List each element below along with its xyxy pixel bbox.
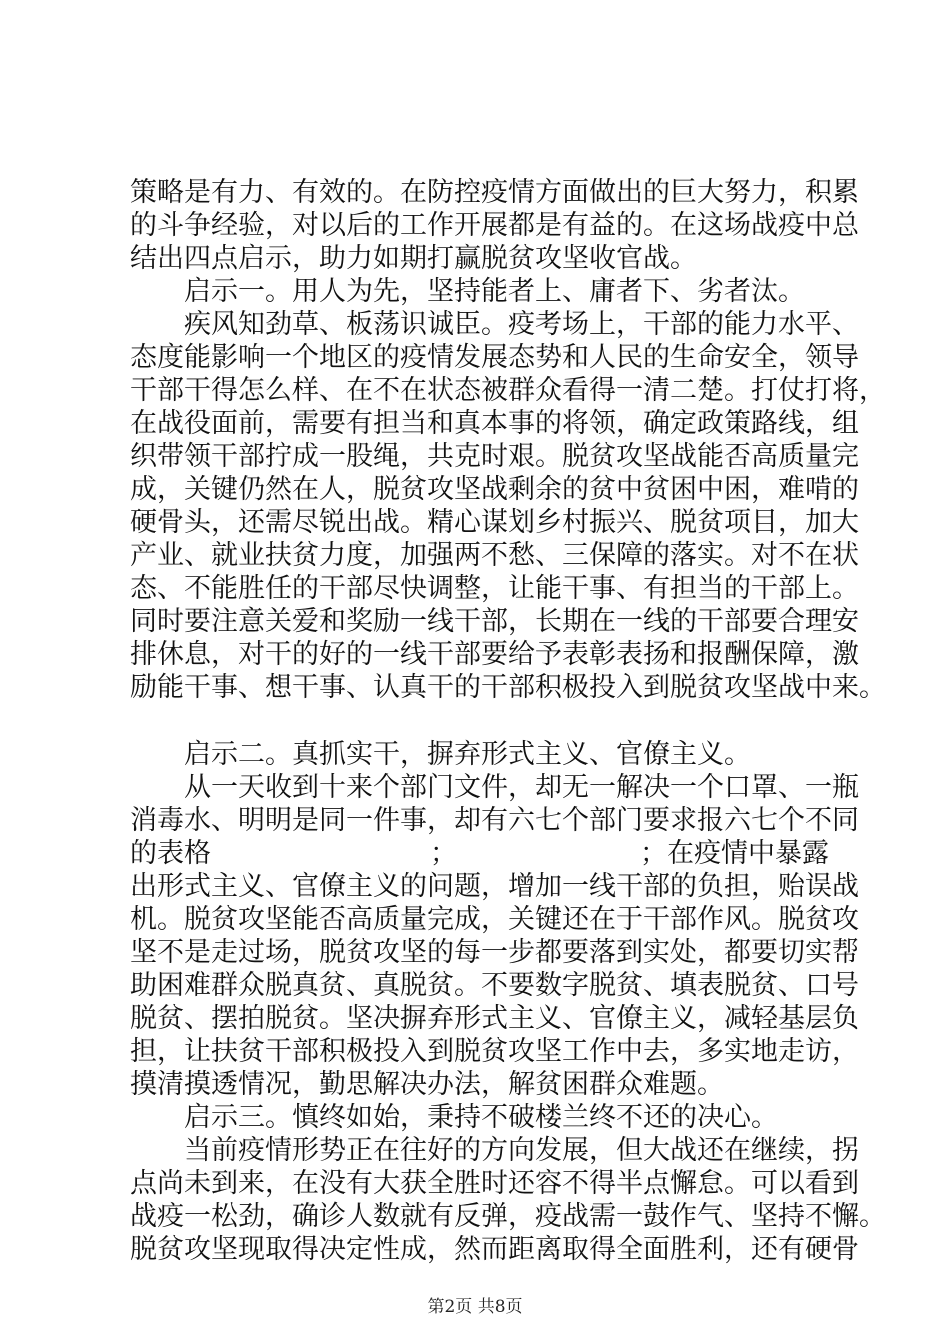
paragraph-line: 助困难群众脱真贫、真脱贫。不要数字脱贫、填表脱贫、口号: [130, 970, 859, 1001]
paragraph-line: 产业、就业扶贫力度，加强两不愁、三保障的落实。对不在状: [130, 540, 859, 571]
paragraph-line: 点尚未到来，在没有大获全胜时还容不得半点懈怠。可以看到: [130, 1168, 859, 1199]
page-footer: 第2页 共8页: [427, 1297, 523, 1317]
section-heading: 启示一。用人为先，坚持能者上、庸者下、劣者汰。: [130, 276, 805, 307]
paragraph-line: 干部干得怎么样、在不在状态被群众看得一清二楚。打仗打将，: [130, 375, 886, 406]
section-heading: 启示三。慎终如始，秉持不破楼兰终不还的决心。: [130, 1102, 778, 1133]
paragraph-line: 坚不是走过场，脱贫攻坚的每一步都要落到实处，都要切实帮: [130, 937, 859, 968]
paragraph-line: 的斗争经验，对以后的工作开展都是有益的。在这场战疫中总: [130, 210, 859, 241]
paragraph-line: 从一天收到十来个部门文件，却无一解决一个口罩、一瓶: [130, 772, 859, 803]
gap-semicolon-2: ；在疫情中暴露: [640, 838, 829, 869]
gap-semicolon-1: ；: [430, 838, 457, 869]
paragraph-line: 织带领干部拧成一股绳，共克时艰。脱贫攻坚战能否高质量完: [130, 441, 859, 472]
paragraph-line: 出形式主义、官僚主义的问题，增加一线干部的负担，贻误战: [130, 871, 859, 902]
paragraph-line: 态度能影响一个地区的疫情发展态势和人民的生命安全，领导: [130, 342, 859, 373]
paragraph-line: 在战役面前，需要有担当和真本事的将领，确定政策路线，组: [130, 408, 859, 439]
paragraph-line: 结出四点启示，助力如期打赢脱贫攻坚收官战。: [130, 243, 697, 274]
paragraph-line: 排休息，对干的好的一线干部要给予表彰表扬和报酬保障，激: [130, 639, 859, 670]
paragraph-line: 消毒水、明明是同一件事，却有六七个部门要求报六七个不同: [130, 805, 859, 836]
paragraph-line: 担，让扶贫干部积极投入到脱贫攻坚工作中去，多实地走访，: [130, 1036, 859, 1067]
paragraph-line: 脱贫攻坚现取得决定性成，然而距离取得全面胜利，还有硬骨: [130, 1234, 859, 1265]
paragraph-line: 当前疫情形势正在往好的方向发展，但大战还在继续，拐: [130, 1135, 859, 1166]
paragraph-line: 态、不能胜任的干部尽快调整，让能干事、有担当的干部上。: [130, 573, 859, 604]
paragraph-line: 机。脱贫攻坚能否高质量完成，关键还在于干部作风。脱贫攻: [130, 904, 859, 935]
paragraph-line: 脱贫、摆拍脱贫。坚决摒弃形式主义、官僚主义，减轻基层负: [130, 1003, 859, 1034]
paragraph-line: 励能干事、想干事、认真干的干部积极投入到脱贫攻坚战中来。: [130, 672, 886, 703]
paragraph-line: 硬骨头，还需尽锐出战。精心谋划乡村振兴、脱贫项目，加大: [130, 507, 859, 538]
paragraph-line: 策略是有力、有效的。在防控疫情方面做出的巨大努力，积累: [130, 177, 859, 208]
paragraph-line-gapped: [130, 838, 830, 870]
gap-text-start: 的表格: [130, 838, 211, 869]
paragraph-line: 疾风知劲草、板荡识诚臣。疫考场上，干部的能力水平、: [130, 309, 859, 340]
paragraph-line: 摸清摸透情况，勤思解决办法，解贫困群众难题。: [130, 1069, 724, 1100]
paragraph-line: 成，关键仍然在人，脱贫攻坚战剩余的贫中贫困中困，难啃的: [130, 474, 859, 505]
paragraph-line: 战疫一松劲，确诊人数就有反弹，疫战需一鼓作气、坚持不懈。: [130, 1201, 886, 1232]
section-heading: 启示二。真抓实干，摒弃形式主义、官僚主义。: [130, 739, 751, 770]
paragraph-line: 同时要注意关爱和奖励一线干部，长期在一线的干部要合理安: [130, 606, 859, 637]
